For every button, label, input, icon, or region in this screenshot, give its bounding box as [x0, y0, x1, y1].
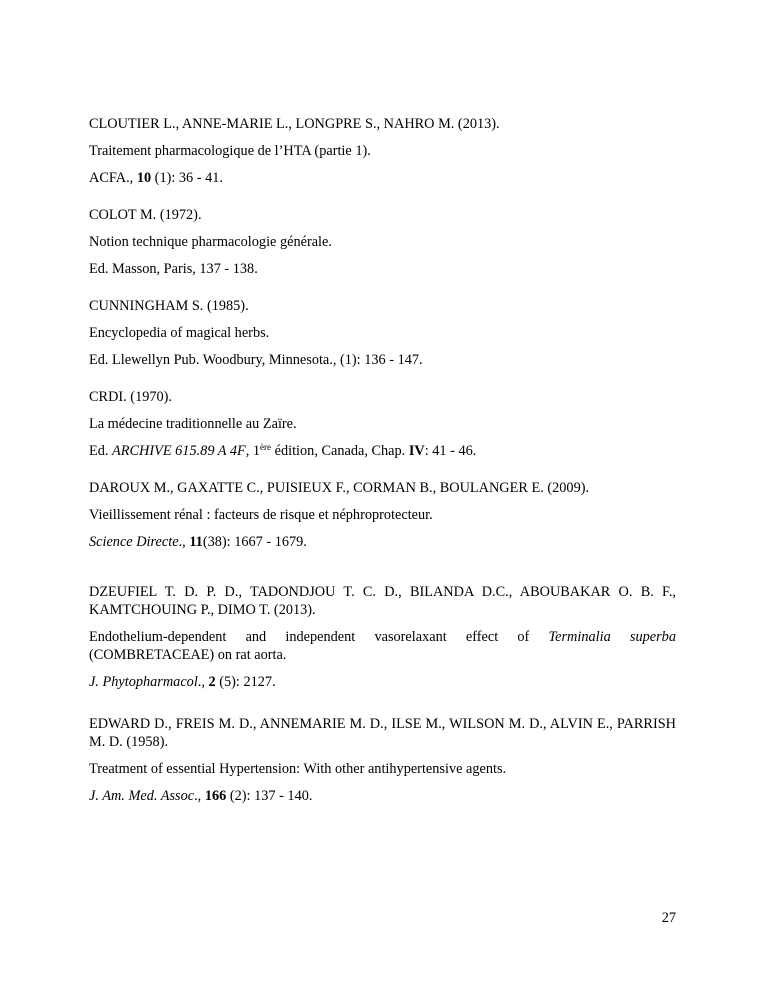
species-name: Terminalia superba	[548, 629, 676, 645]
reference-entry	[89, 388, 676, 460]
chapter: IV	[408, 443, 425, 459]
reference-source: ACFA., 10 (1): 36 - 41.	[89, 170, 223, 186]
reference-entry	[89, 297, 676, 369]
reference-entry	[89, 479, 676, 551]
reference-title: Encyclopedia of magical herbs.	[89, 325, 270, 341]
volume: 10	[136, 170, 152, 186]
reference-authors: DZEUFIEL T. D. P. D., TADONDJOU T. C. D., BILANDA D.C., ABOUBAKAR O. B. F., KAMTCHOUING P., DIMO T. (2013).	[89, 584, 676, 618]
reference-entry	[89, 583, 676, 691]
reference-source: J. Am. Med. Assoc., 166 (2): 137 - 140.	[89, 788, 313, 804]
reference-authors: COLOT M. (1972).	[89, 207, 202, 223]
journal-name: Science Directe	[89, 534, 179, 550]
reference-list	[89, 115, 676, 824]
volume: 11	[189, 534, 203, 550]
journal-name: J. Am. Med. Assoc	[89, 788, 195, 804]
journal-name: J. Phytopharmacol	[89, 674, 198, 690]
reference-title: Vieillissement rénal : facteurs de risque et néphroprotecteur.	[89, 507, 433, 523]
reference-source: J. Phytopharmacol., 2 (5): 2127.	[89, 674, 276, 690]
reference-authors: CLOUTIER L., ANNE-MARIE L., LONGPRE S., NAHRO M. (2013).	[89, 116, 500, 132]
reference-authors: CRDI. (1970).	[89, 389, 172, 405]
volume: 166	[204, 788, 227, 804]
reference-entry	[89, 115, 676, 187]
reference-source: Science Directe., 11(38): 1667 - 1679.	[89, 534, 307, 550]
volume: 2	[208, 674, 216, 690]
page-number: 27	[661, 910, 676, 926]
reference-title: Notion technique pharmacologie générale.	[89, 234, 332, 250]
reference-authors: DAROUX M., GAXATTE C., PUISIEUX F., CORMAN B., BOULANGER E. (2009).	[89, 480, 590, 496]
reference-source: Ed. Masson, Paris, 137 - 138.	[89, 261, 258, 277]
reference-authors: CUNNINGHAM S. (1985).	[89, 298, 249, 314]
reference-title: La médecine traditionnelle au Zaïre.	[89, 416, 297, 432]
reference-entry	[89, 715, 676, 805]
superscript: ère	[260, 442, 272, 452]
reference-title: Traitement pharmacologique de l’HTA (partie 1).	[89, 143, 371, 159]
reference-title: Endothelium-dependent and independent vasorelaxant effect of Terminalia superba (COMBRETACEAE) on rat aorta.	[89, 629, 676, 663]
reference-authors: EDWARD D., FREIS M. D., ANNEMARIE M. D., ILSE M., WILSON M. D., ALVIN E., PARRISH M. D. (1958).	[89, 716, 676, 750]
archive-code: ARCHIVE 615.89 A 4F	[112, 443, 246, 459]
reference-title: Treatment of essential Hypertension: With other antihypertensive agents.	[89, 761, 507, 777]
reference-entry	[89, 206, 676, 278]
reference-source: Ed. Llewellyn Pub. Woodbury, Minnesota., (1): 136 - 147.	[89, 352, 423, 368]
reference-source: Ed. ARCHIVE 615.89 A 4F, 1ère édition, Canada, Chap. IV: 41 - 46.	[89, 442, 477, 459]
